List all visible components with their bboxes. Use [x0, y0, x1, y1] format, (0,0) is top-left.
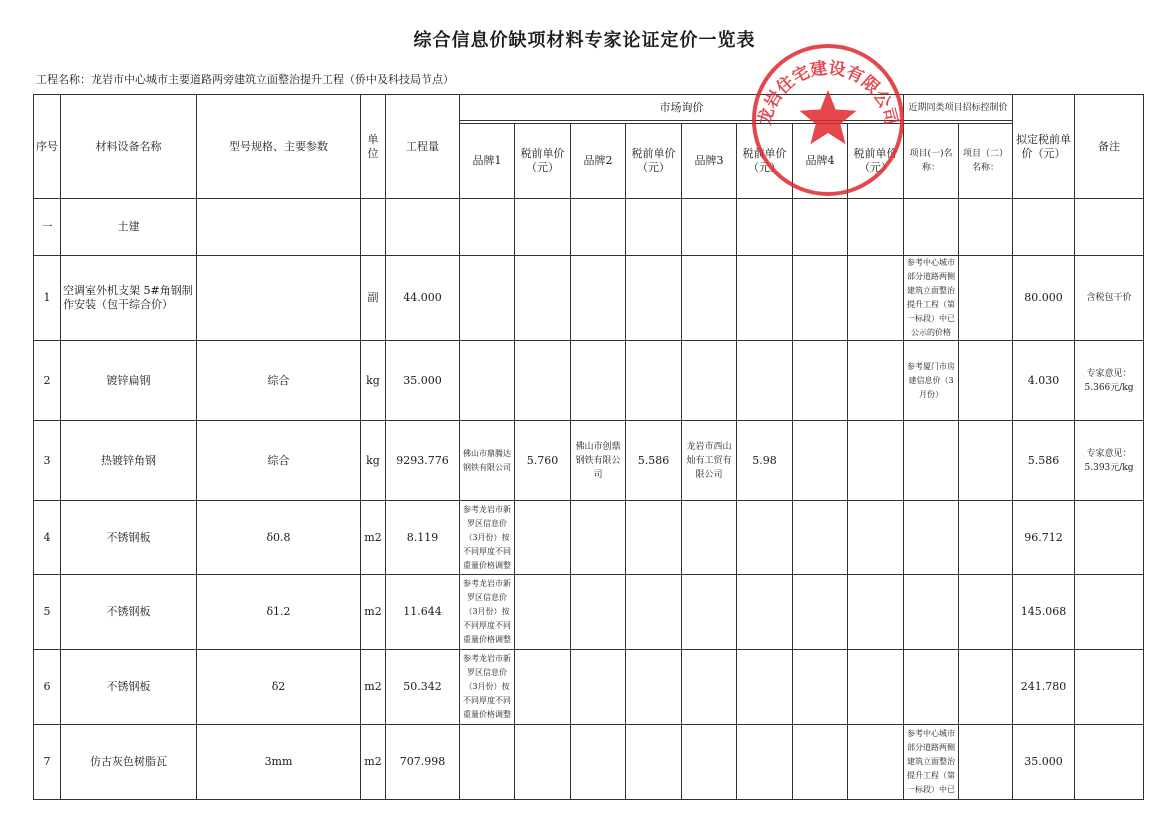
- row-brand1: [460, 725, 515, 800]
- header-price3: 税前单价（元）: [737, 124, 793, 199]
- row-unit: kg: [361, 341, 386, 421]
- section-name: 土建: [61, 199, 197, 256]
- header-brand3: 品牌3: [682, 124, 737, 199]
- row-brand3: [682, 256, 737, 341]
- row-unit: m2: [361, 725, 386, 800]
- row-price3: [737, 501, 793, 575]
- header-recent: 近期同类项目招标控制价: [904, 95, 1013, 121]
- table-row: [34, 256, 1144, 341]
- row-seq: 1: [34, 256, 61, 341]
- header-proj2: 项目（二）名称：: [959, 124, 1013, 199]
- row-qty: 8.119: [386, 501, 460, 575]
- row-name: 不锈钢板: [61, 575, 197, 650]
- row-seq: 6: [34, 650, 61, 725]
- row-proposed: 5.586: [1013, 421, 1075, 501]
- page-title: 综合信息价缺项材料专家论证定价一览表: [413, 30, 756, 51]
- row-remark: 专家意见：5.393元/kg: [1075, 421, 1144, 501]
- header-unit: 单位: [361, 95, 386, 199]
- row-brand3: [682, 341, 737, 421]
- row-remark: 含税包干价: [1075, 256, 1144, 341]
- row-seq: 4: [34, 501, 61, 575]
- row-spec: 综合: [197, 341, 361, 421]
- table-row: [34, 341, 1144, 421]
- row-qty: 707.998: [386, 725, 460, 800]
- row-qty: 11.644: [386, 575, 460, 650]
- row-brand1: [460, 256, 515, 341]
- row-qty: 44.000: [386, 256, 460, 341]
- section-seq: 一: [34, 199, 61, 256]
- pricing-table: [33, 94, 1144, 800]
- row-seq: 5: [34, 575, 61, 650]
- header-brand1: 品牌1: [460, 124, 515, 199]
- row-proposed: 35.000: [1013, 725, 1075, 800]
- row-name: 不锈钢板: [61, 650, 197, 725]
- row-proj1: [904, 650, 959, 725]
- row-brand2: [571, 650, 626, 725]
- row-price3: [737, 575, 793, 650]
- row-price3: 5.98: [737, 421, 793, 501]
- table-row: [34, 575, 1144, 650]
- row-proj1: 参考厦门市房建信息价（3月份）: [904, 341, 959, 421]
- row-spec: [197, 256, 361, 341]
- row-name: 仿古灰色树脂瓦: [61, 725, 197, 800]
- row-seq: 7: [34, 725, 61, 800]
- seal-text: 龙岩住宅建设有限公司: [755, 58, 901, 128]
- row-brand3: 龙岩市西山灿有工贸有限公司: [682, 421, 737, 501]
- company-seal: [748, 40, 908, 200]
- header-market: 市场询价: [460, 95, 904, 121]
- row-price1: [515, 501, 571, 575]
- row-price1: [515, 650, 571, 725]
- row-proj1: 参考中心城市部分道路两侧建筑立面整治提升工程（第一标段）中已公示的价格: [904, 256, 959, 341]
- row-brand2: 佛山市创鼎钢铁有限公司: [571, 421, 626, 501]
- row-price1: [515, 341, 571, 421]
- row-price2: 5.586: [626, 421, 682, 501]
- table-row: [34, 421, 1144, 501]
- row-proposed: 4.030: [1013, 341, 1075, 421]
- row-seq: 3: [34, 421, 61, 501]
- row-price2: [626, 575, 682, 650]
- header-seq: 序号: [34, 95, 61, 199]
- row-brand2: [571, 575, 626, 650]
- row-unit: m2: [361, 575, 386, 650]
- row-unit: m2: [361, 501, 386, 575]
- row-name: 不锈钢板: [61, 501, 197, 575]
- row-spec: 3mm: [197, 725, 361, 800]
- row-proposed: 80.000: [1013, 256, 1075, 341]
- row-price1: [515, 256, 571, 341]
- row-qty: 35.000: [386, 341, 460, 421]
- header-brand4: 品牌4: [793, 124, 848, 199]
- row-brand1: [460, 341, 515, 421]
- row-qty: 9293.776: [386, 421, 460, 501]
- header-price1: 税前单价（元）: [515, 124, 571, 199]
- header-proj1: 项目(一)名称：: [904, 124, 959, 199]
- row-name: 热镀锌角钢: [61, 421, 197, 501]
- row-name: 空调室外机支架 5#角钢制作安装（包干综合价）: [61, 256, 197, 341]
- row-proj1: [904, 575, 959, 650]
- row-brand3: [682, 725, 737, 800]
- row-remark: [1075, 725, 1144, 800]
- table-row: [34, 650, 1144, 725]
- row-spec: δ1.2: [197, 575, 361, 650]
- row-price2: [626, 650, 682, 725]
- row-spec: 综合: [197, 421, 361, 501]
- header-qty: 工程量: [386, 95, 460, 199]
- row-price2: [626, 725, 682, 800]
- row-spec: δ0.8: [197, 501, 361, 575]
- header-remark: 备注: [1075, 95, 1144, 199]
- row-name: 镀锌扁钢: [61, 341, 197, 421]
- table-row: [34, 725, 1144, 800]
- row-unit: kg: [361, 421, 386, 501]
- table-row: [34, 501, 1144, 575]
- row-price3: [737, 256, 793, 341]
- row-price1: 5.760: [515, 421, 571, 501]
- row-brand2: [571, 501, 626, 575]
- header-brand2: 品牌2: [571, 124, 626, 199]
- row-price3: [737, 725, 793, 800]
- project-name: 工程名称：龙岩市中心城市主要道路两旁建筑立面整治提升工程（侨中及科技局节点）: [36, 73, 454, 86]
- section-row: [34, 199, 1144, 256]
- row-brand2: [571, 341, 626, 421]
- row-brand1: 参考龙岩市新罗区信息价（3月份）按不同厚度不同重量价格调整: [460, 575, 515, 650]
- row-remark: [1075, 650, 1144, 725]
- row-proj1: [904, 501, 959, 575]
- header-price4: 税前单价（元）: [848, 124, 904, 199]
- header-price2: 税前单价（元）: [626, 124, 682, 199]
- seal-star-icon: [800, 90, 857, 144]
- row-remark: 专家意见：5.366元/kg: [1075, 341, 1144, 421]
- row-unit: 副: [361, 256, 386, 341]
- row-brand1: 参考龙岩市新罗区信息价（3月份）按不同厚度不同重量价格调整: [460, 501, 515, 575]
- row-brand1: 参考龙岩市新罗区信息价（3月份）按不同厚度不同重量价格调整: [460, 650, 515, 725]
- row-brand3: [682, 575, 737, 650]
- row-proposed: 241.780: [1013, 650, 1075, 725]
- row-seq: 2: [34, 341, 61, 421]
- row-proj1: 参考中心城市部分道路两侧建筑立面整治提升工程（第一标段）中已: [904, 725, 959, 800]
- row-proj1: [904, 421, 959, 501]
- row-price2: [626, 341, 682, 421]
- row-qty: 50.342: [386, 650, 460, 725]
- row-price2: [626, 256, 682, 341]
- row-brand3: [682, 501, 737, 575]
- row-unit: m2: [361, 650, 386, 725]
- row-spec: δ2: [197, 650, 361, 725]
- header-name: 材料设备名称: [61, 95, 197, 199]
- row-price1: [515, 725, 571, 800]
- row-price1: [515, 575, 571, 650]
- header-spec: 型号规格、主要参数: [197, 95, 361, 199]
- row-remark: [1075, 501, 1144, 575]
- row-proposed: 145.068: [1013, 575, 1075, 650]
- header-proposed: 拟定税前单价（元）: [1013, 95, 1075, 199]
- row-brand3: [682, 650, 737, 725]
- row-price3: [737, 650, 793, 725]
- row-brand2: [571, 725, 626, 800]
- row-proposed: 96.712: [1013, 501, 1075, 575]
- row-price2: [626, 501, 682, 575]
- row-brand1: 佛山市鼎腾达钢铁有限公司: [460, 421, 515, 501]
- row-brand2: [571, 256, 626, 341]
- row-price3: [737, 341, 793, 421]
- row-remark: [1075, 575, 1144, 650]
